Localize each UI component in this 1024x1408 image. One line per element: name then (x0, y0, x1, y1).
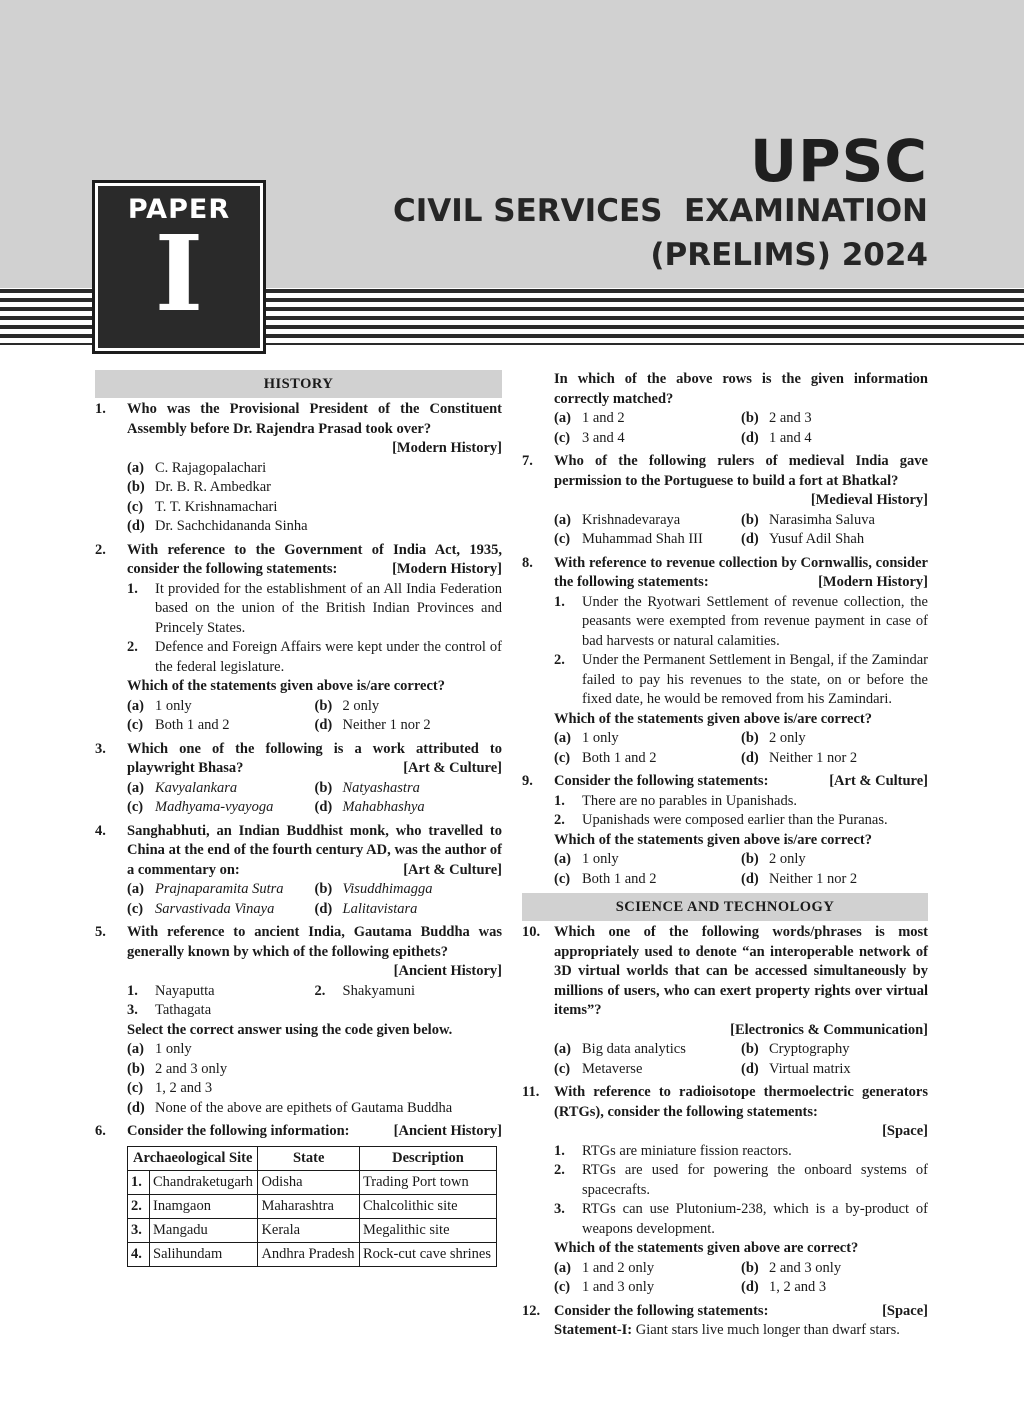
exam-subtitle-line1: CIVIL SERVICES EXAMINATION (392, 193, 928, 229)
option-text: Both 1 and 2 (582, 870, 657, 887)
option (127, 798, 315, 818)
option-label: (a) (554, 511, 571, 528)
question-text: Consider the following information: (127, 1123, 350, 1139)
option (127, 880, 315, 900)
option-label: (a) (127, 697, 144, 714)
statement-text: Under the Permanent Settlement in Bengal, if the Zamindar failed to pay his revenues to the state, on or before the fixed date, he would be removed from his Zamindari. (582, 652, 928, 707)
option (741, 1278, 928, 1298)
option-label: (d) (741, 531, 759, 547)
statement-number: 1. (127, 580, 138, 597)
question-11 (522, 1083, 928, 1298)
option-text: 1 only (155, 697, 192, 714)
option-label: (d) (741, 870, 759, 887)
option (127, 1040, 502, 1060)
statement (554, 1161, 928, 1200)
question-4 (95, 822, 502, 920)
option-label: (d) (314, 799, 333, 815)
option (127, 1079, 502, 1099)
question-tag: [Electronics & Communication] (730, 1021, 928, 1038)
option-label: (c) (554, 531, 571, 547)
statement-number: 1. (554, 593, 565, 610)
question-number: 4. (95, 822, 106, 839)
question-text: Who was the Provisional President of the Constituent Assembly before Dr. Rajendra Prasad took over? (127, 401, 502, 437)
question-text: Which one of the following words/phrases is most appropriately used to denote “an interoperable network of 3D virtual worlds that can be accessed simultaneously by millions of users, who can exert property rights over virtual items”? (554, 924, 928, 1018)
option (741, 749, 928, 769)
table-header-row (128, 1146, 497, 1170)
option (554, 1278, 741, 1298)
option (554, 850, 741, 870)
option-label: (d) (314, 900, 333, 917)
cell-description: Chalcolithic site (359, 1194, 496, 1218)
question-number: 8. (522, 554, 533, 571)
statement (127, 580, 502, 639)
option-label: (c) (554, 1279, 571, 1295)
statement-text: RTGs are miniature fission reactors. (582, 1142, 792, 1159)
question-tag: [Art & Culture] (403, 760, 502, 776)
question-text: Consider the following statements: (554, 773, 769, 789)
option-text: 1 and 2 only (582, 1259, 655, 1276)
option-text: Cryptography (769, 1041, 850, 1057)
option (315, 779, 503, 799)
row-number: 1. (128, 1170, 150, 1194)
option-label: (b) (314, 881, 333, 897)
option-text: 1 and 4 (769, 429, 812, 446)
question-tag: [Modern History] (818, 574, 928, 590)
question-text: Which one of the following is a work attributed to playwright Bhasa? (127, 740, 502, 776)
exam-title: UPSC (750, 127, 928, 195)
option (554, 1040, 741, 1060)
cell-site: Chandraketugarh (150, 1170, 258, 1194)
option-label: (c) (127, 717, 144, 733)
paper-badge-numeral: I (154, 212, 204, 335)
question-8 (522, 554, 928, 769)
table-row (128, 1170, 497, 1194)
item-number: 2. (314, 982, 326, 999)
option-label: (d) (741, 749, 759, 766)
question-12 (522, 1302, 928, 1341)
statement-text: There are no parables in Upanishads. (582, 792, 798, 809)
option (127, 459, 502, 479)
option-label: (d) (741, 1279, 759, 1295)
paper-badge (98, 186, 260, 348)
option (127, 478, 502, 498)
option-text: T. T. Krishnamachari (155, 498, 278, 515)
question-tag: [Ancient History] (393, 1123, 502, 1139)
epithet-item (127, 982, 315, 1002)
option (127, 716, 315, 736)
item-text: Shakyamuni (342, 982, 415, 999)
row-number: 2. (128, 1194, 150, 1218)
question-number: 12. (522, 1302, 541, 1319)
question-number: 9. (522, 773, 533, 789)
option (315, 900, 503, 920)
option-label: (a) (554, 851, 571, 867)
option (741, 850, 928, 870)
option-label: (c) (127, 799, 144, 815)
option-label: (a) (127, 1041, 144, 1057)
option (315, 716, 503, 736)
option-text: Dr. B. R. Ambedkar (155, 479, 271, 495)
option (741, 729, 928, 749)
question-6 (95, 1122, 502, 1267)
question-text: With reference to revenue collection by Cornwallis, consider the following statements: (554, 554, 928, 590)
option-text: 1 and 2 (582, 410, 625, 426)
item-number: 3. (127, 1002, 138, 1018)
option-label: (b) (741, 410, 759, 426)
option (554, 1060, 741, 1080)
option (741, 429, 928, 449)
option-label: (c) (554, 749, 571, 766)
statement-number: 1. (554, 1142, 565, 1159)
option-text: 2 and 3 only (769, 1259, 842, 1276)
table-header-state: State (258, 1146, 360, 1170)
question-5 (95, 923, 502, 1118)
option (127, 900, 315, 920)
item-text: Tathagata (155, 1002, 212, 1018)
question-text: Who of the following rulers of medieval India gave permission to the Portuguese to build a fort at Bhatkal? (554, 453, 928, 489)
question-6-continued (522, 370, 928, 448)
statement (127, 638, 502, 677)
question-tag: [Art & Culture] (829, 773, 928, 789)
option-text: Big data analytics (582, 1041, 686, 1057)
option-label: (c) (127, 1080, 144, 1096)
table-header-site: Archaeological Site (128, 1146, 258, 1170)
question-text: With reference to ancient India, Gautama Buddha was generally known by which of the following epithets? (127, 924, 502, 960)
option (127, 697, 315, 717)
table-row (128, 1194, 497, 1218)
option-text: Muhammad Shah III (582, 531, 703, 547)
question-number: 1. (95, 401, 106, 417)
cell-site: Salihundam (150, 1242, 258, 1266)
option-label: (c) (554, 1060, 571, 1077)
option (554, 749, 741, 769)
option-text: Lalitavistara (342, 900, 418, 917)
statement (554, 1142, 928, 1162)
question-text: With reference to the Government of India Act, 1935, consider the following statements: (127, 541, 502, 577)
question-text: Sanghabhuti, an Indian Buddhist monk, who travelled to China at the end of the fourth century AD, was the author of a commentary on: (127, 822, 502, 878)
option-text: Madhyama-vyayoga (155, 799, 274, 815)
question-9 (522, 772, 928, 889)
table-row (128, 1218, 497, 1242)
option-text: Prajnaparamita Sutra (155, 881, 284, 897)
option-text: 3 and 4 (582, 429, 625, 446)
option-label: (b) (741, 851, 759, 867)
option-label: (b) (741, 730, 759, 746)
statement-text: It provided for the establishment of an All India Federation based on the union of the British Indian Provinces and Princely States. (155, 580, 502, 636)
row-number: 3. (128, 1218, 150, 1242)
option-label: (d) (741, 429, 759, 446)
option (554, 729, 741, 749)
option-text: Sarvastivada Vinaya (155, 900, 275, 917)
question-prompt: Which of the statements given above is/are correct? (127, 678, 445, 694)
statement-label: Statement-I: (554, 1322, 633, 1338)
option-label: (b) (314, 697, 333, 714)
option-label: (b) (127, 479, 145, 495)
option (127, 517, 502, 537)
cell-site: Inamgaon (150, 1194, 258, 1218)
option-text: Both 1 and 2 (582, 749, 657, 766)
option-text: Mahabhashya (342, 799, 425, 815)
option-label: (b) (314, 779, 333, 796)
question-number: 6. (95, 1123, 106, 1139)
question-tag: [Modern History] (392, 440, 502, 456)
option-label: (c) (554, 870, 571, 887)
option (127, 779, 315, 799)
right-column (522, 370, 928, 1345)
statement-text: Under the Ryotwari Settlement of revenue collection, the peasants were exempted from revenue payment in case of bad harvests or natural calamities. (582, 593, 928, 649)
cell-description: Trading Port town (359, 1170, 496, 1194)
epithet-item (127, 1001, 315, 1021)
question-prompt: Which of the statements given above are correct? (554, 1240, 859, 1256)
statement-text: RTGs are used for powering the onboard systems of spacecrafts. (582, 1162, 928, 1198)
option-label: (a) (127, 459, 144, 476)
option-label: (a) (127, 779, 144, 796)
option-text: Natyashastra (342, 779, 420, 796)
exam-subtitle-line2: (PRELIMS) 2024 (650, 237, 928, 273)
statement-text: Defence and Foreign Affairs were kept under the control of the federal legislature. (155, 639, 502, 675)
question-tag: [Modern History] (392, 561, 502, 577)
table-row (128, 1242, 497, 1266)
option-text: Neither 1 nor 2 (769, 870, 858, 887)
option-label: (d) (741, 1060, 759, 1077)
option-text: Neither 1 nor 2 (769, 749, 858, 766)
option (741, 1259, 928, 1279)
option-text: Metaverse (582, 1060, 643, 1077)
question-prompt: Which of the statements given above is/are correct? (554, 710, 872, 727)
option-text: Narasimha Saluva (769, 511, 875, 528)
option (741, 1060, 928, 1080)
option-text: None of the above are epithets of Gautama Buddha (155, 1099, 453, 1116)
option-label: (d) (314, 717, 333, 733)
option (741, 1040, 928, 1060)
option (554, 429, 741, 449)
section-heading-science: SCIENCE AND TECHNOLOGY (522, 893, 928, 921)
question-tag: [Space] (882, 1302, 928, 1319)
option-label: (a) (127, 881, 144, 897)
option (554, 1259, 741, 1279)
option (741, 530, 928, 550)
option (127, 498, 502, 518)
option-text: C. Rajagopalachari (155, 459, 267, 476)
paper-badge-label: PAPER (127, 194, 231, 225)
question-number: 3. (95, 740, 106, 757)
statement-number: 2. (554, 652, 565, 668)
statement-text: Giant stars live much longer than dwarf stars. (632, 1322, 900, 1338)
question-number: 5. (95, 924, 106, 940)
statement (554, 1200, 928, 1239)
option (554, 530, 741, 550)
option (127, 1099, 502, 1119)
option-label: (c) (554, 429, 571, 446)
option (315, 697, 503, 717)
option-text: 2 only (342, 697, 380, 714)
question-number: 2. (95, 541, 106, 558)
question-tag: [Medieval History] (810, 492, 928, 508)
statement-number: 2. (554, 1162, 565, 1178)
option-text: Virtual matrix (769, 1060, 851, 1077)
question-number: 11. (522, 1084, 540, 1100)
question-number: 7. (522, 453, 533, 469)
option-text: Kavyalankara (155, 779, 238, 796)
question-prompt: Select the correct answer using the code given below. (127, 1021, 453, 1038)
option-label: (b) (741, 1259, 759, 1276)
option-text: 1 and 3 only (582, 1279, 655, 1295)
option-text: 1 only (155, 1041, 192, 1057)
table-header-description: Description (359, 1146, 496, 1170)
option-label: (b) (741, 511, 759, 528)
option-label: (a) (554, 1041, 571, 1057)
option-text: Krishnadevaraya (582, 511, 681, 528)
statement-number: 3. (554, 1201, 565, 1217)
option-label: (c) (127, 498, 144, 515)
question-tag: [Space] (882, 1123, 928, 1139)
question-prompt: In which of the above rows is the given information correctly matched? (554, 371, 928, 407)
statement-text: Upanishads were composed earlier than the Puranas. (582, 812, 888, 828)
option-label: (b) (741, 1041, 759, 1057)
option (554, 511, 741, 531)
left-column (95, 370, 502, 1271)
option-text: Yusuf Adil Shah (769, 531, 865, 547)
option-label: (a) (554, 1259, 571, 1276)
option-label: (c) (127, 900, 144, 917)
cell-site: Mangadu (150, 1218, 258, 1242)
cell-state: Maharashtra (258, 1194, 360, 1218)
option-label: (d) (127, 518, 145, 534)
cell-state: Kerala (258, 1218, 360, 1242)
cell-description: Rock-cut cave shrines (359, 1242, 496, 1266)
option (127, 1060, 502, 1080)
option-text: 1, 2 and 3 (155, 1080, 213, 1096)
statement-number: 1. (554, 792, 565, 809)
question-tag: [Art & Culture] (403, 861, 502, 878)
statement (554, 811, 928, 831)
option-text: 2 only (769, 730, 806, 746)
question-text: With reference to radioisotope thermoelectric generators (RTGs), consider the following statements: (554, 1084, 928, 1120)
statement (554, 651, 928, 710)
archaeological-sites-table (127, 1146, 497, 1267)
option-label: (a) (554, 410, 571, 426)
cell-state: Andhra Pradesh (258, 1242, 360, 1266)
option-text: Both 1 and 2 (155, 717, 230, 733)
option-text: Neither 1 nor 2 (342, 717, 431, 733)
section-heading-history: HISTORY (95, 370, 502, 398)
question-7 (522, 452, 928, 550)
item-text: Nayaputta (155, 982, 215, 999)
option-text: 2 only (769, 851, 806, 867)
question-1 (95, 400, 502, 537)
option (554, 870, 741, 890)
statement-text: RTGs can use Plutonium-238, which is a by-product of weapons development. (582, 1201, 928, 1237)
statement-number: 2. (554, 812, 565, 828)
cell-state: Odisha (258, 1170, 360, 1194)
option (741, 511, 928, 531)
item-number: 1. (127, 982, 138, 999)
row-number: 4. (128, 1242, 150, 1266)
option-text: 2 and 3 (769, 410, 812, 426)
question-10 (522, 923, 928, 1079)
option (315, 798, 503, 818)
question-3 (95, 740, 502, 818)
question-text: Consider the following statements: (554, 1302, 769, 1319)
option-label: (d) (127, 1099, 145, 1116)
question-2 (95, 541, 502, 736)
option-text: Dr. Sachchidananda Sinha (155, 518, 308, 534)
option-text: 1 only (582, 851, 619, 867)
option-text: 1 only (582, 730, 619, 746)
option-text: 1, 2 and 3 (769, 1279, 827, 1295)
cell-description: Megalithic site (359, 1218, 496, 1242)
question-number: 10. (522, 924, 541, 940)
option-label: (b) (127, 1060, 145, 1077)
option-text: 2 and 3 only (155, 1060, 228, 1077)
epithet-item (315, 982, 503, 1002)
question-prompt: Which of the statements given above is/are correct? (554, 831, 872, 848)
statement-number: 2. (127, 639, 138, 655)
option (741, 409, 928, 429)
option (741, 870, 928, 890)
question-tag: [Ancient History] (393, 963, 502, 979)
option-text: Visuddhimagga (342, 881, 433, 897)
statement (554, 792, 928, 812)
option (554, 409, 741, 429)
option-label: (a) (554, 730, 571, 746)
statement (554, 593, 928, 652)
option (315, 880, 503, 900)
